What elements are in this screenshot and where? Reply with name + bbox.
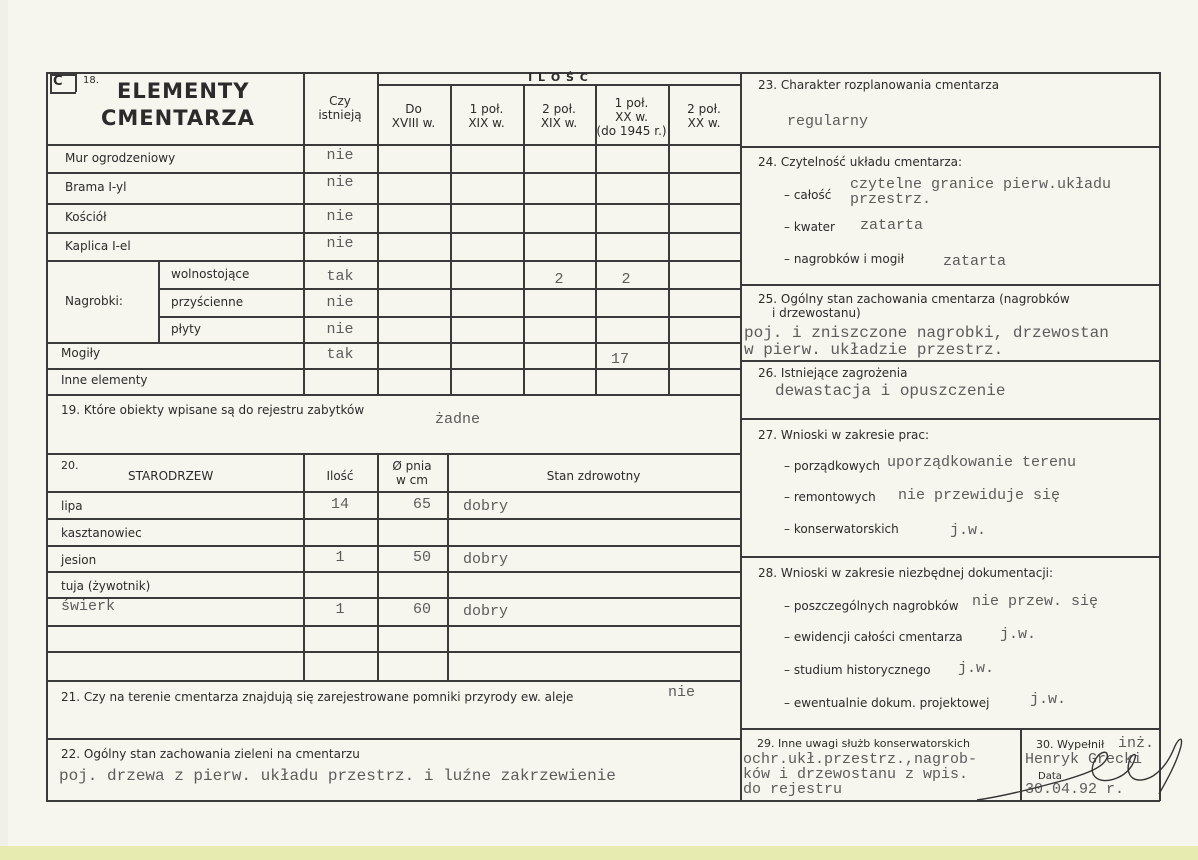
q23-answer: regularny: [787, 113, 869, 130]
col-exists-line1: Czy: [329, 94, 351, 108]
quantity-header: I L O Ś C: [528, 71, 589, 84]
q29-line1: ochr.ukł.przestrz.,nagrob-: [743, 751, 978, 768]
tree-row-2-name: kasztanowiec: [61, 526, 142, 540]
row-kaplica-label: Kaplica I-el: [65, 239, 131, 253]
q23-label: 23. Charakter rozplanowania cmentarza: [758, 78, 1000, 92]
q28-item-1-label: – poszczególnych nagrobków: [784, 599, 959, 613]
period-5-line1: 2 poł.: [687, 102, 721, 116]
q27-item-1-label: – porządkowych: [784, 459, 880, 473]
row-mogily-qty-1pol20: 17: [610, 351, 629, 368]
q24-nagrobkow-value: zatarta: [943, 253, 1007, 270]
q24-calosc-line1: czytelne granice pierw.układu: [850, 176, 1112, 193]
q28-item-4-value: j.w.: [1030, 691, 1067, 708]
q24-calosc-label: – całość: [784, 188, 832, 202]
nagrobki-group-label: Nagrobki:: [65, 294, 123, 308]
q24-label: 24. Czytelność układu cmentarza:: [758, 155, 963, 169]
row-mogily-label: Mogiły: [61, 346, 101, 360]
row-kosciol-exists: nie: [326, 208, 354, 225]
q25-label-line1: 25. Ogólny stan zachowania cmentarza (nagrobków: [758, 292, 1070, 306]
q27-item-3-label: – konserwatorskich: [784, 522, 899, 536]
section18-title-2: CMENTARZA: [101, 106, 255, 130]
q26-answer: dewastacja i opuszczenie: [775, 382, 1006, 400]
row-wolno-label: wolnostojące: [171, 267, 250, 281]
q20-col-fi-line1: Ø pnia: [392, 459, 432, 473]
row-kosciol-label: Kościół: [65, 210, 107, 224]
q28-item-2-value: j.w.: [1000, 626, 1037, 643]
row-plyty-exists: nie: [326, 321, 354, 338]
q29-label: 29. Inne uwagi służb konserwatorskich: [757, 737, 970, 750]
q21-label: 21. Czy na terenie cmentarza znajdują się zarejestrowane pomniki przyrody ew. aleje: [61, 690, 574, 704]
tree-row-4-name: tuja (żywotnik): [61, 579, 151, 593]
row-brama-exists: nie: [326, 174, 354, 191]
q19-answer: żadne: [435, 411, 481, 428]
tree-row-1-fi: 65: [412, 496, 431, 513]
q22-label: 22. Ogólny stan zachowania zieleni na cmentarzu: [61, 747, 360, 761]
signature-scribble: [975, 728, 1195, 808]
tree-row-5-name: świerk: [61, 598, 116, 615]
q29-line3: do rejestru: [743, 781, 843, 798]
row-przysc-label: przyścienne: [171, 295, 244, 309]
tree-row-1-ilosc: 14: [330, 496, 349, 513]
q28-item-3-label: – studium historycznego: [784, 663, 931, 677]
q21-answer: nie: [668, 684, 696, 701]
period-1-line2: XVIII w.: [391, 116, 436, 130]
col-exists-line2: istnieją: [318, 108, 362, 122]
row-brama-label: Brama I-yl: [65, 180, 127, 194]
tree-row-1-name: lipa: [61, 499, 83, 513]
tree-row-1-stan: dobry: [463, 498, 509, 515]
row-wolno-qty-1pol20: 2: [621, 271, 631, 288]
row-wolno-qty-2pol19: 2: [554, 271, 564, 288]
q30-label: 30. Wypełnił: [1036, 738, 1105, 751]
q24-calosc-line2: przestrz.: [850, 191, 932, 208]
q30-name-line1: inż.: [1118, 735, 1155, 752]
tree-row-3-stan: dobry: [463, 551, 509, 568]
period-3-line1: 2 poł.: [542, 102, 576, 116]
period-4-line3: (do 1945 r.): [596, 124, 667, 138]
q20-col-ilosc: Ilość: [326, 469, 354, 483]
q27-label: 27. Wnioski w zakresie prac:: [758, 428, 930, 442]
q25-answer-line1: poj. i zniszczone nagrobki, drzewostan: [744, 324, 1109, 342]
row-wolno-exists: tak: [326, 268, 354, 285]
q20-col-stan: Stan zdrowotny: [546, 469, 641, 483]
q24-nagrobkow-label: – nagrobków i mogił: [784, 252, 905, 266]
q26-label: 26. Istniejące zagrożenia: [758, 366, 908, 380]
q25-label-line2: i drzewostanu): [772, 306, 861, 320]
q27-item-2-value: nie przewiduje się: [898, 487, 1061, 504]
q27-item-1-value: uporządkowanie terenu: [887, 454, 1077, 471]
row-plyty-label: płyty: [171, 322, 201, 336]
period-3-line2: XIX w.: [540, 116, 578, 130]
period-2-line1: 1 poł.: [469, 102, 504, 116]
tree-row-5-ilosc: 1: [335, 601, 345, 618]
q28-item-1-value: nie przew. się: [972, 593, 1099, 610]
q30-date: 30.04.92 r.: [1025, 781, 1125, 798]
q28-label: 28. Wnioski w zakresie niezbędnej dokumentacji:: [758, 566, 1054, 580]
q28-item-4-label: – ewentualnie dokum. projektowej: [784, 696, 990, 710]
q19-label: 19. Które obiekty wpisane są do rejestru zabytków: [61, 403, 365, 417]
section18-title-1: ELEMENTY: [117, 79, 250, 103]
section18-number: 18.: [83, 75, 99, 86]
tree-row-3-fi: 50: [412, 549, 431, 566]
q22-answer: poj. drzewa z pierw. układu przestrz. i luźne zakrzewienie: [59, 767, 616, 785]
tree-row-5-stan: dobry: [463, 603, 509, 620]
period-1-line1: Do: [405, 102, 422, 116]
row-mur-exists: nie: [326, 147, 354, 164]
period-5-line2: XX w.: [687, 116, 721, 130]
tree-row-3-name: jesion: [61, 553, 97, 567]
q25-answer-line2: w pierw. układzie przestrz.: [744, 341, 1004, 359]
q20-col-fi-line2: w cm: [396, 473, 428, 487]
q28-item-3-value: j.w.: [958, 660, 995, 677]
period-2-line2: XIX w.: [468, 116, 505, 130]
tree-row-3-ilosc: 1: [335, 549, 345, 566]
row-inne-label: Inne elementy: [61, 373, 148, 387]
q27-item-2-label: – remontowych: [784, 490, 876, 504]
q30-date-label: Data: [1038, 771, 1062, 782]
q28-item-2-label: – ewidencji całości cmentarza: [784, 630, 963, 644]
row-przysc-exists: nie: [326, 294, 354, 311]
q30-name-line2: Henryk Grecki: [1025, 751, 1143, 768]
tree-row-5-fi: 60: [412, 601, 431, 618]
card-code: C: [53, 74, 63, 89]
q27-item-3-value: j.w.: [950, 522, 987, 539]
period-4-line1: 1 poł.: [614, 96, 649, 110]
row-mur-label: Mur ogrodzeniowy: [65, 151, 176, 165]
q20-number: 20.: [61, 459, 79, 472]
sheet-edge-strip: [0, 846, 1198, 860]
q24-kwater-label: – kwater: [784, 220, 835, 234]
q24-kwater-value: zatarta: [860, 217, 924, 234]
period-4-line2: XX w.: [615, 110, 648, 124]
row-mogily-exists: tak: [326, 346, 354, 363]
q29-line2: ków i drzewostanu z wpis.: [743, 766, 969, 783]
row-kaplica-exists: nie: [326, 235, 354, 252]
q20-title: STARODRZEW: [128, 469, 214, 483]
